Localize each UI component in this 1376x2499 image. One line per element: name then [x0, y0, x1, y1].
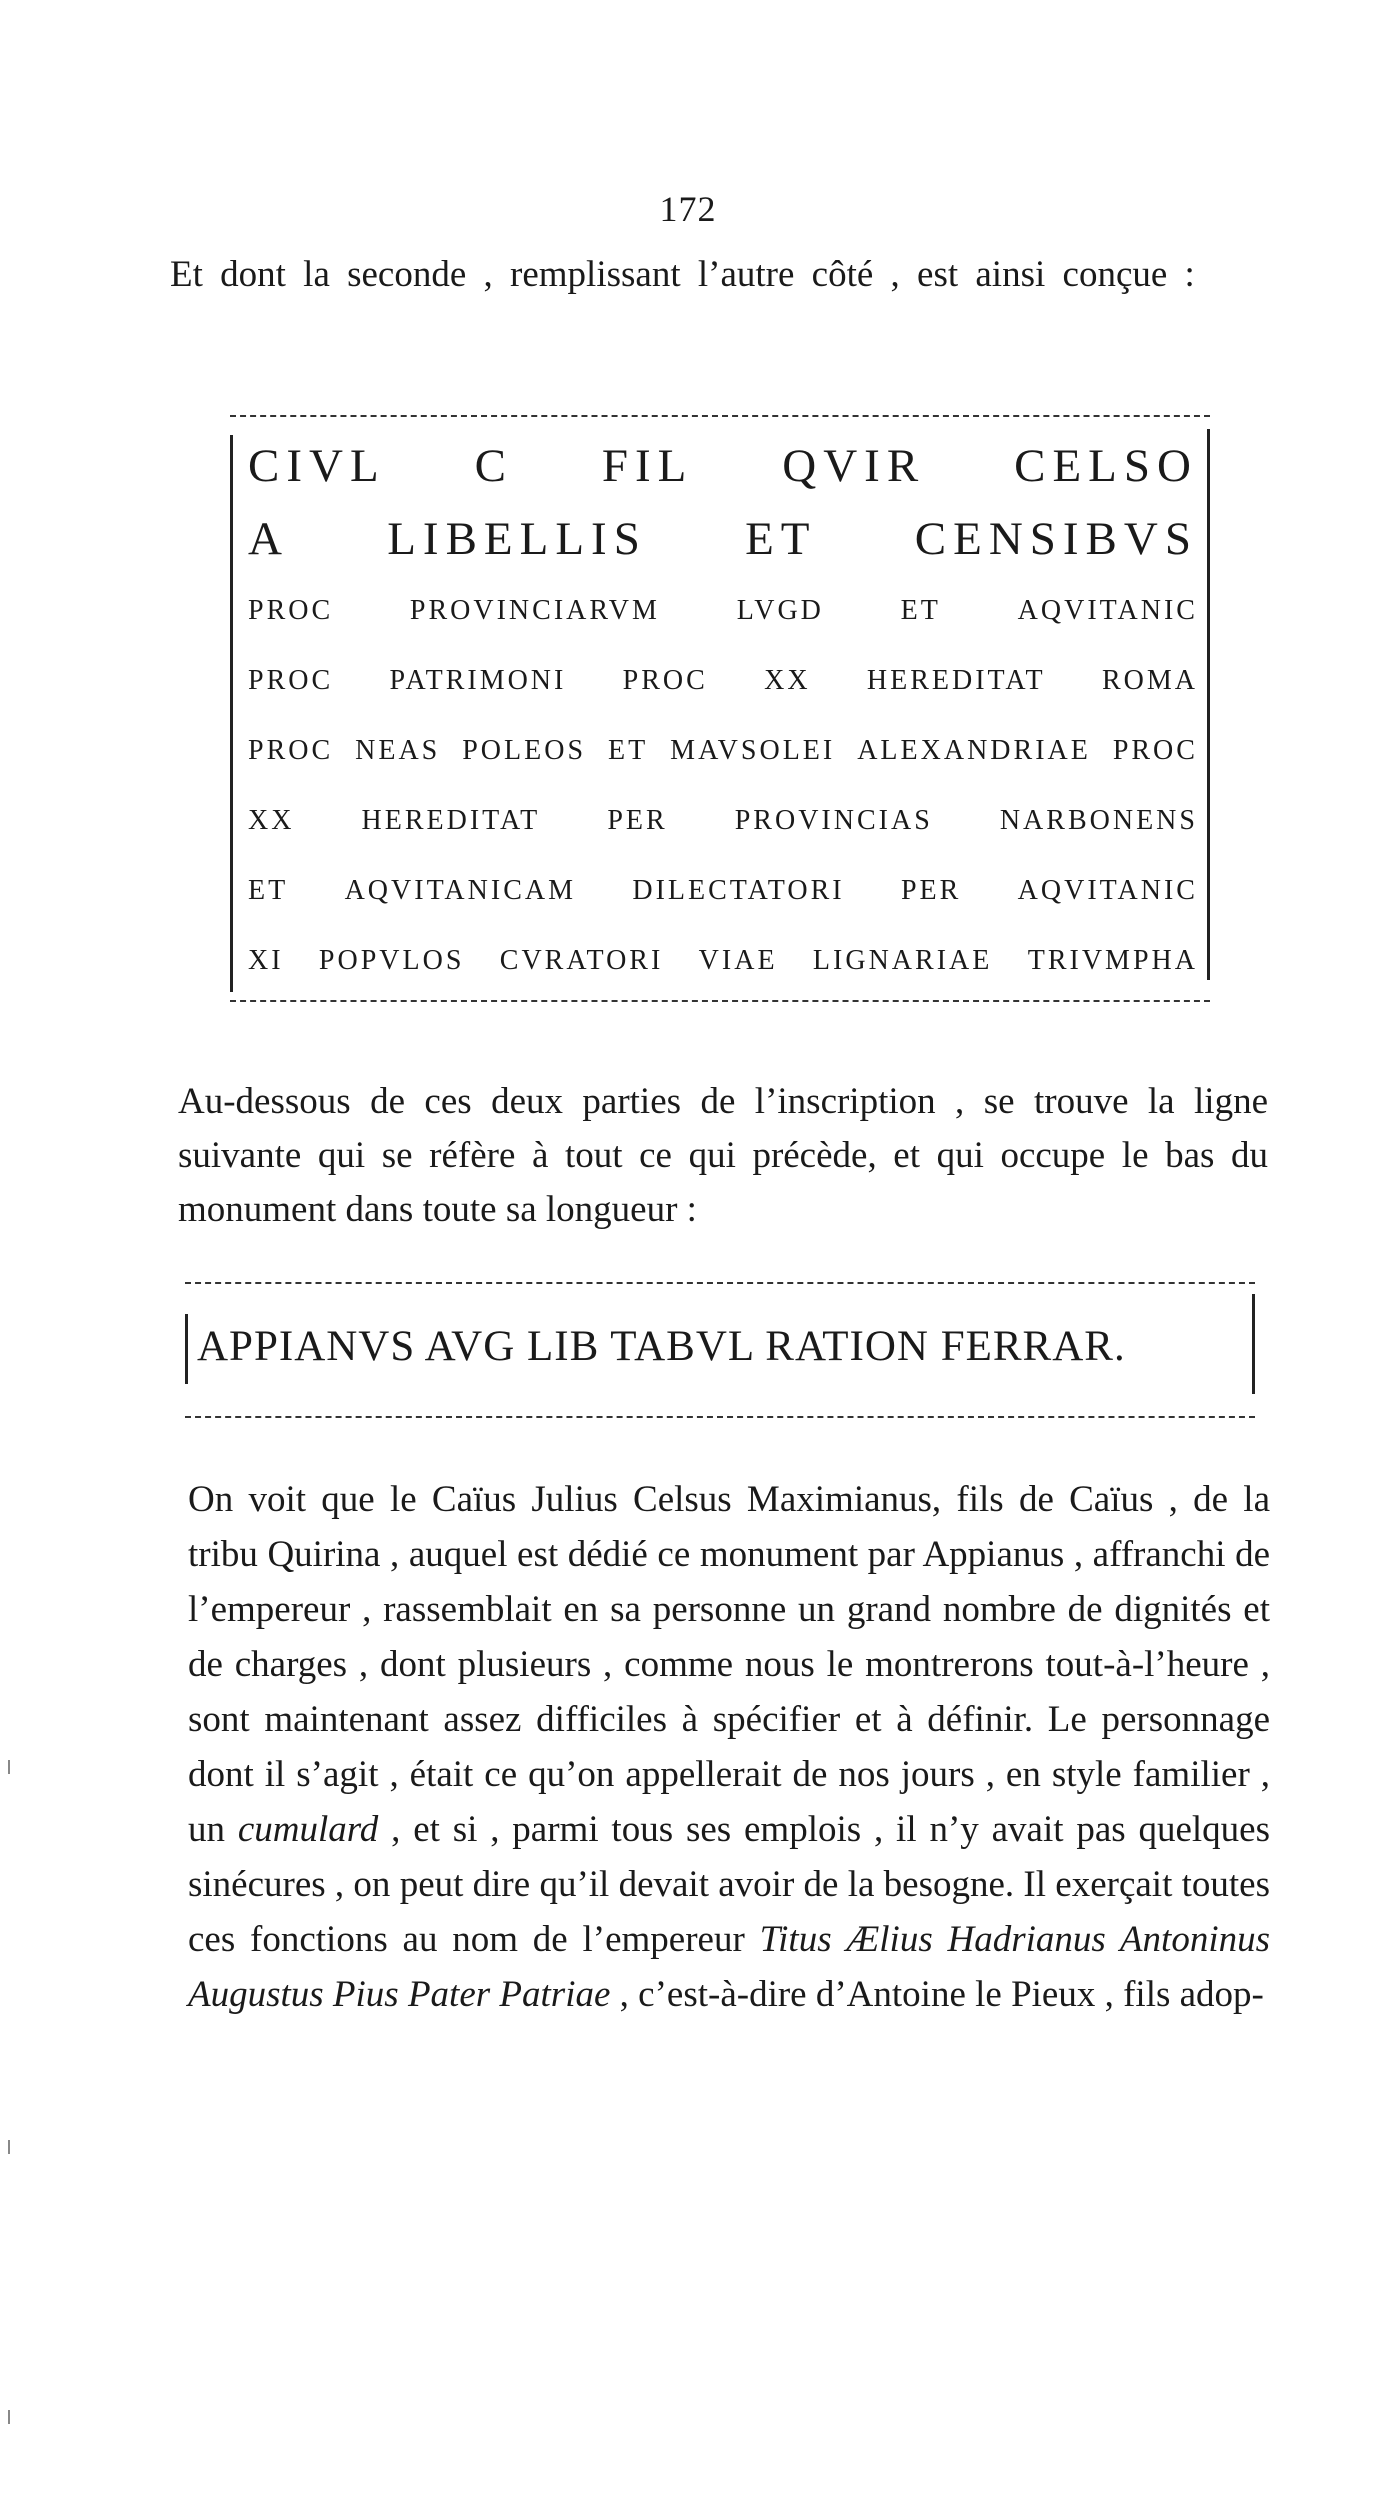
final-paragraph-italic-1: cumulard: [237, 1809, 379, 1850]
scan-edge-mark: [8, 2410, 10, 2424]
inscription-word: PROC: [622, 665, 708, 696]
inscription-word: PATRIMONI: [389, 665, 567, 696]
inscription-word: FIL: [601, 440, 694, 492]
inscription-word: CENSIBVS: [914, 513, 1198, 565]
inscription-line-4: [248, 665, 1198, 697]
inscription-word: XX: [248, 805, 295, 836]
inscription-word: LVGD: [736, 595, 824, 626]
inscription-word: XX: [764, 665, 811, 696]
final-paragraph-part-3: , c’est-à-dire d’Antoine le Pieux , fils adop-: [610, 1974, 1264, 2015]
inscription-word: CELSO: [1014, 440, 1198, 492]
inscription-line-2: [248, 512, 1198, 566]
inscription-word: TRIVMPHA: [1027, 945, 1198, 976]
inscription-word: ET: [745, 513, 817, 565]
intro-paragraph: Et dont la seconde , remplissant l’autre côté , est ainsi conçue :: [170, 254, 1195, 295]
final-paragraph-part-2: , et si , parmi tous ses emplois , il n’y avait pas quelques sinécures , on peut dire qu’il devait avoir de la besogne. Il exerçait toutes ces fonctions au nom de l’empereur: [188, 1809, 1270, 1960]
middle-paragraph: Au-dessous de ces deux parties de l’inscription , se trouve la ligne suivante qui se réfère à tout ce qui précède, et qui occupe le bas du monument dans toute sa longueur :: [178, 1081, 1268, 1230]
inscription-word: ROMA: [1101, 665, 1198, 696]
inscription-line-5: [248, 735, 1198, 767]
inscription-bottom-text: APPIANVS AVG LIB TABVL RATION FERRAR.: [197, 1323, 1126, 1370]
inscription-word: CVRATORI: [499, 945, 664, 976]
inscription-word: NEAS: [355, 735, 441, 766]
final-paragraph: [188, 1472, 1270, 2022]
inscription-word: POPVLOS: [318, 945, 465, 976]
inscription-word: HEREDITAT: [361, 805, 541, 836]
inscription-word: PROC: [1112, 735, 1198, 766]
inscription-word: A: [248, 513, 289, 565]
inscription-word: AQVITANIC: [1017, 875, 1198, 906]
page-number: 172: [659, 189, 717, 229]
final-paragraph-italic-2: Titus Ælius Hadrianus Antoninus Augustus Pius Pater Patriae: [188, 1919, 1270, 2015]
inscription-word: AQVITANICAM: [344, 875, 576, 906]
inscription-word: PROVINCIARVM: [409, 595, 660, 626]
inscription-line-7: [248, 875, 1198, 907]
scan-edge-mark: [8, 1760, 10, 1774]
inscription-word: MAVSOLEI: [670, 735, 836, 766]
inscription-word: C: [474, 440, 513, 492]
inscription-line-3: [248, 595, 1198, 627]
inscription-main: [230, 415, 1210, 1002]
inscription-word: QVIR: [782, 440, 926, 492]
inscription-word: PROC: [248, 595, 334, 626]
inscription-word: POLEOS: [462, 735, 587, 766]
inscription-word: ET: [607, 735, 649, 766]
inscription-word: NARBONENS: [999, 805, 1198, 836]
final-paragraph-part-1: On voit que le Caïus Julius Celsus Maximianus, fils de Caïus , de la tribu Quirina , auquel est dédié ce monument par Appianus , affranchi de l’empereur , rassemblait en sa personne un grand nombre de dignités et de charges , dont plusieurs , comme nous le montrerons tout-à-l’heure , sont maintenant assez difficiles à spécifier et à définir. Le personnage dont il s’agit , était ce qu’on appellerait de nos jours , en style familier , un: [188, 1479, 1270, 1850]
inscription-word: CIVL: [248, 440, 386, 492]
inscription-word: DILECTATORI: [632, 875, 845, 906]
inscription-bottom: [185, 1282, 1255, 1418]
inscription-word: PER: [900, 875, 962, 906]
inscription-word: VIAE: [698, 945, 778, 976]
inscription-line-8: [248, 945, 1198, 977]
inscription-line-1: [248, 439, 1198, 493]
inscription-word: PER: [607, 805, 668, 836]
inscription-word: PROC: [248, 665, 334, 696]
inscription-word: ET: [900, 595, 941, 626]
inscription-word: XI: [248, 945, 284, 976]
inscription-word: ALEXANDRIAE: [857, 735, 1091, 766]
scan-edge-mark: [8, 2140, 10, 2154]
inscription-word: LIBELLIS: [387, 513, 647, 565]
inscription-line-6: [248, 805, 1198, 837]
inscription-word: LIGNARIAE: [812, 945, 993, 976]
inscription-word: AQVITANIC: [1017, 595, 1198, 626]
inscription-word: HEREDITAT: [866, 665, 1046, 696]
inscription-word: PROVINCIAS: [734, 805, 933, 836]
inscription-word: ET: [248, 875, 289, 906]
inscription-word: PROC: [248, 735, 334, 766]
